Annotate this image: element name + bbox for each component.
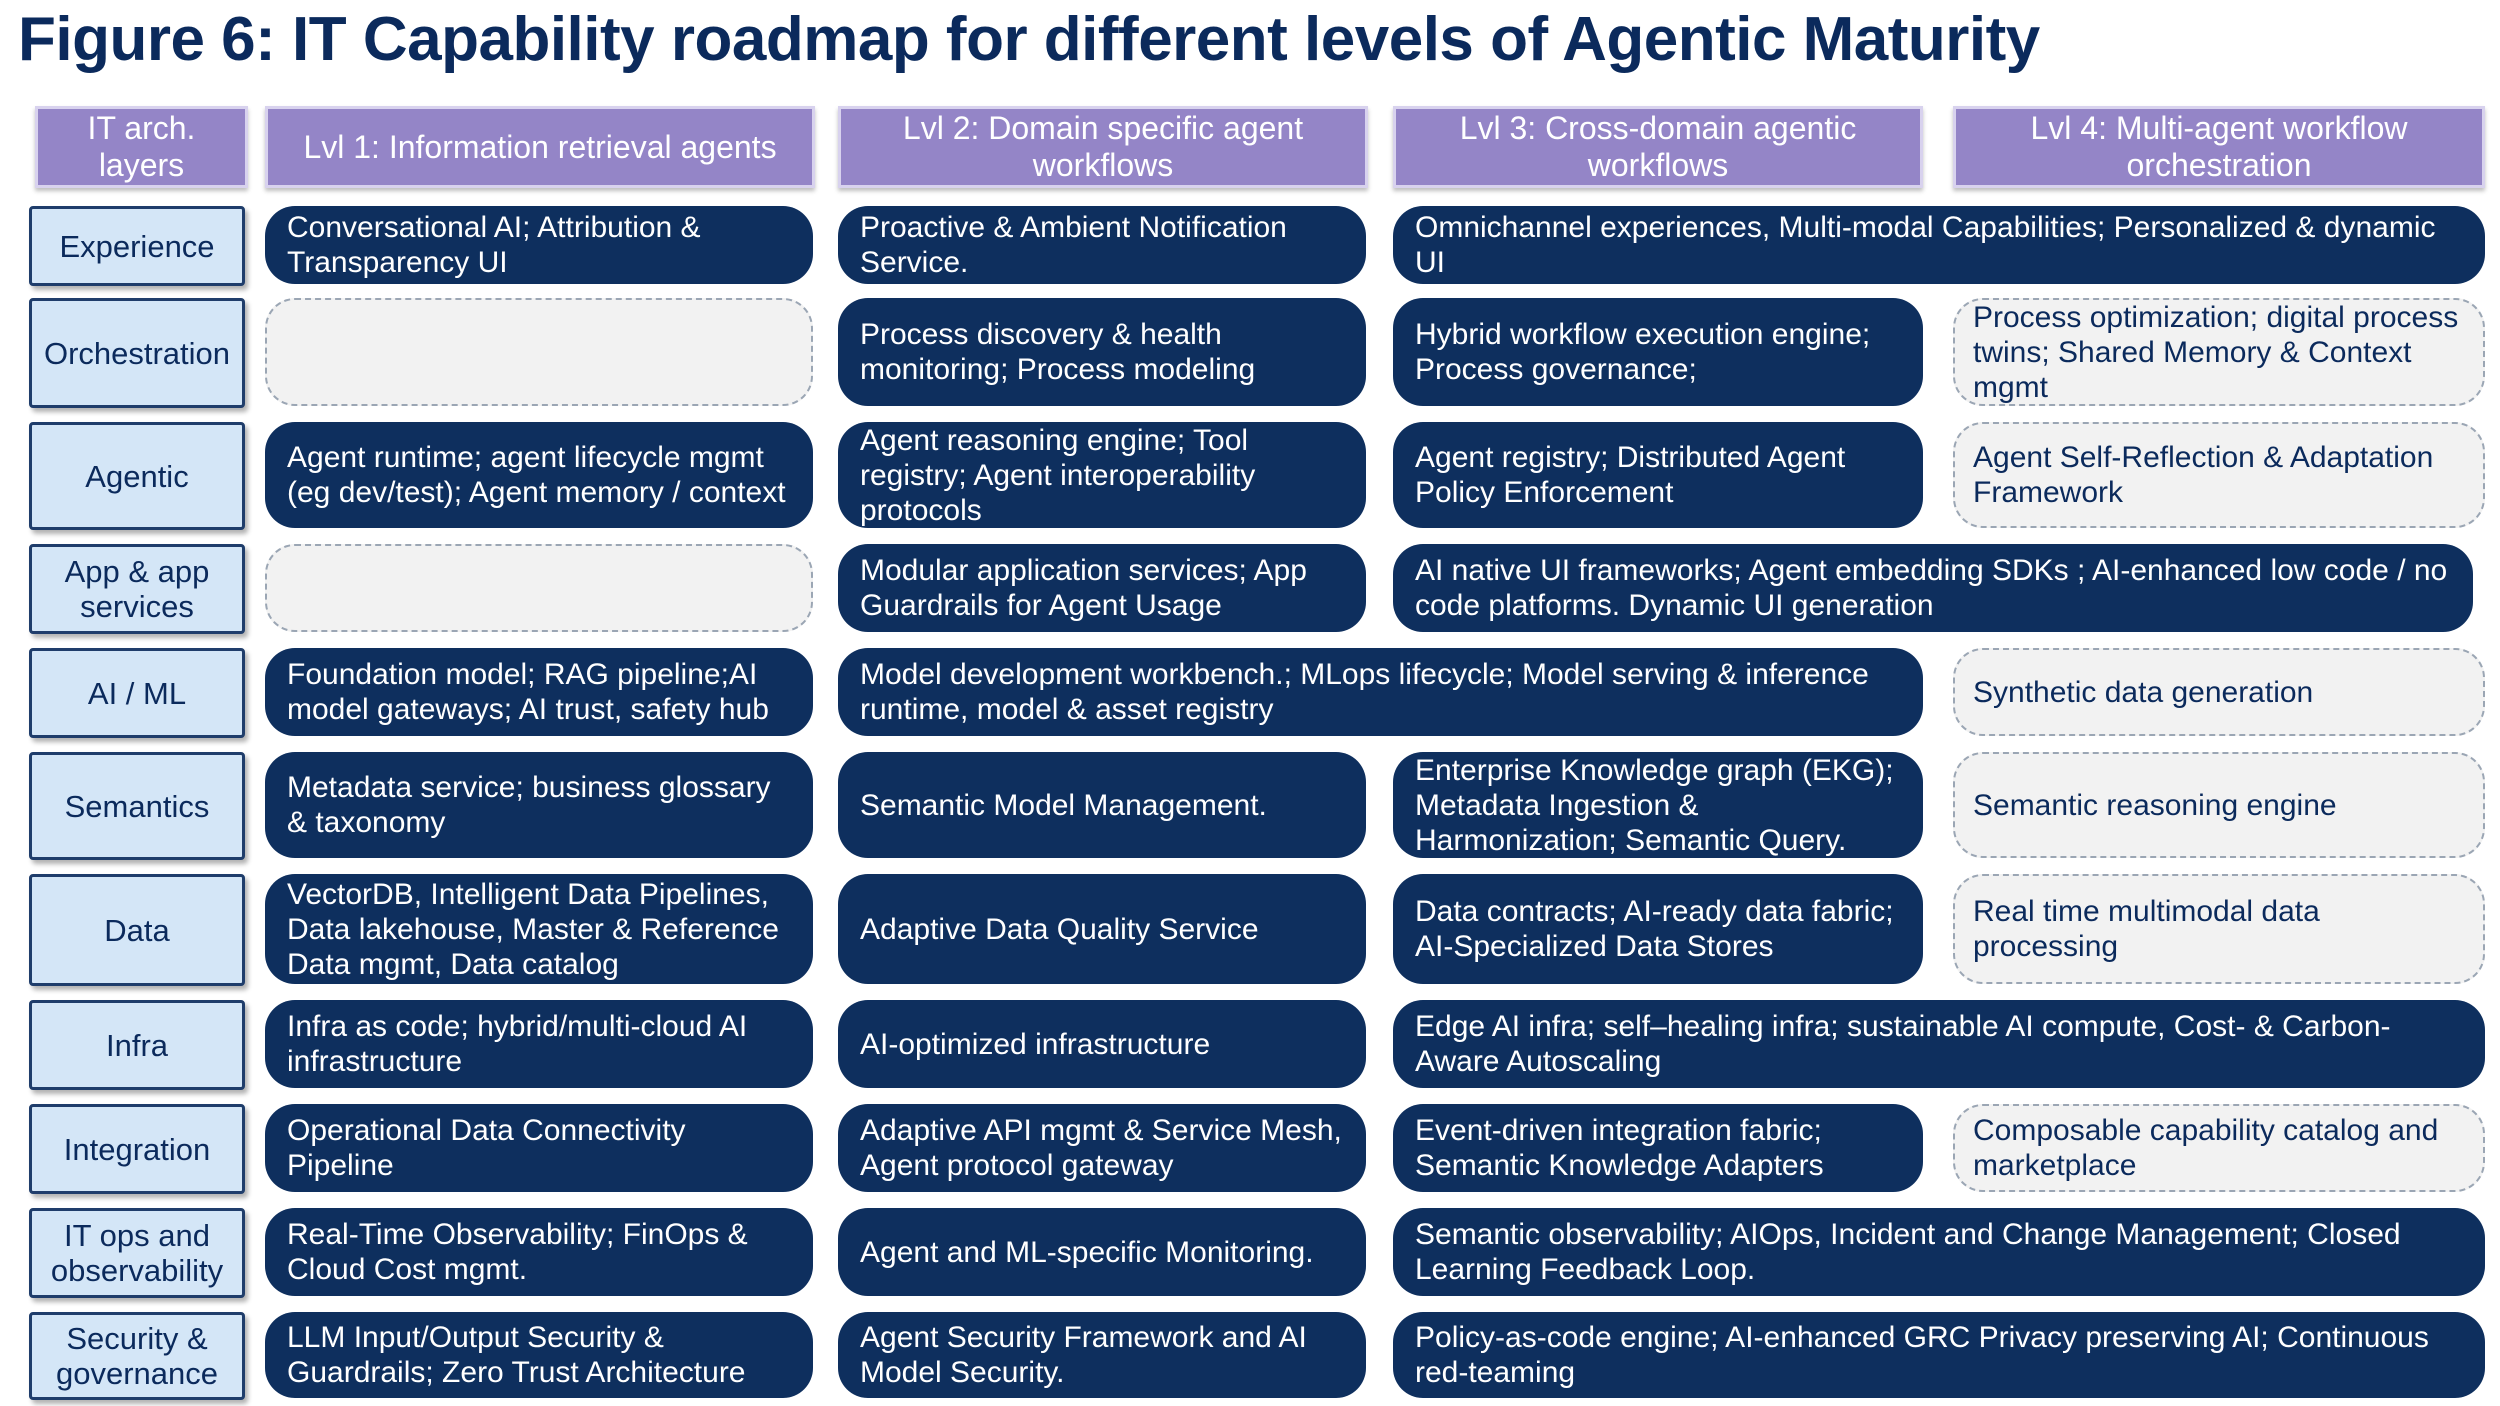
layer-integration	[29, 1104, 245, 1194]
semantics-lvl3	[1393, 752, 1923, 858]
header-lvl3-label: Lvl 3: Cross-domain agentic workflows	[1459, 110, 1857, 183]
semantics-lvl3-text: Enterprise Knowledge graph (EKG); Metadata Ingestion & Harmonization; Semantic Query.	[1415, 753, 1894, 857]
layer-infra-label: Infra	[105, 1027, 169, 1063]
agentic-lvl1-text: Agent runtime; agent lifecycle mgmt (eg dev/test); Agent memory / context	[287, 441, 786, 509]
integration-lvl4-text: Composable capability catalog and marketplace	[1973, 1114, 2439, 1182]
infra-lvl3-4	[1393, 1000, 2485, 1088]
security-lvl2	[838, 1312, 1366, 1398]
orchestration-lvl4-text: Process optimization; digital process twins; Shared Memory & Context mgmt	[1973, 300, 2459, 404]
orchestration-lvl1-empty	[265, 298, 813, 406]
integration-lvl3-text: Event-driven integration fabric; Semantic Knowledge Adapters	[1415, 1114, 1824, 1182]
aiml-lvl4-text: Synthetic data generation	[1973, 675, 2314, 709]
infra-lvl1	[265, 1000, 813, 1088]
layer-infra	[29, 1000, 245, 1090]
orchestration-lvl3-text: Hybrid workflow execution engine; Process governance;	[1415, 318, 1871, 386]
itops-lvl2	[838, 1208, 1366, 1296]
semantics-lvl1	[265, 752, 813, 858]
semantics-lvl2-text: Semantic Model Management.	[860, 788, 1267, 822]
integration-lvl4	[1953, 1104, 2485, 1192]
semantics-lvl4	[1953, 752, 2485, 858]
experience-lvl3-4-text: Omnichannel experiences, Multi-modal Capabilities; Personalized & dynamic UI	[1415, 211, 2436, 279]
layer-app-services	[29, 544, 245, 634]
orchestration-lvl3	[1393, 298, 1923, 406]
layer-app-services-label: App & app services	[64, 554, 210, 624]
layer-integration-label: Integration	[63, 1131, 211, 1167]
orchestration-lvl4	[1953, 298, 2485, 406]
security-lvl3-4-text: Policy-as-code engine; AI-enhanced GRC Privacy preserving AI; Continuous red-teaming	[1415, 1321, 2429, 1389]
page-title: Figure 6: IT Capability roadmap for different levels of Agentic Maturity	[18, 5, 2040, 74]
header-lvl2-label: Lvl 2: Domain specific agent workflows	[902, 110, 1304, 183]
integration-lvl1-text: Operational Data Connectivity Pipeline	[287, 1114, 686, 1182]
aiml-lvl4	[1953, 648, 2485, 736]
experience-lvl2	[838, 206, 1366, 284]
header-lvl1-label: Lvl 1: Information retrieval agents	[303, 128, 777, 165]
itops-lvl2-text: Agent and ML-specific Monitoring.	[860, 1235, 1314, 1269]
infra-lvl1-text: Infra as code; hybrid/multi-cloud AI infrastructure	[287, 1010, 748, 1078]
security-lvl2-text: Agent Security Framework and AI Model Security.	[860, 1321, 1307, 1389]
orchestration-lvl2-text: Process discovery & health monitoring; Process modeling	[860, 318, 1256, 386]
app-lvl3-4	[1393, 544, 2473, 632]
layer-experience	[29, 206, 245, 286]
integration-lvl2-text: Adaptive API mgmt & Service Mesh, Agent protocol gateway	[860, 1114, 1342, 1182]
app-lvl2-text: Modular application services; App Guardrails for Agent Usage	[860, 554, 1307, 622]
aiml-lvl1-text: Foundation model; RAG pipeline;AI model gateways; AI trust, safety hub	[287, 658, 769, 726]
integration-lvl1	[265, 1104, 813, 1192]
layer-orchestration-label: Orchestration	[43, 335, 231, 371]
layer-experience-label: Experience	[59, 228, 215, 264]
agentic-lvl3-text: Agent registry; Distributed Agent Policy Enforcement	[1415, 441, 1846, 509]
itops-lvl1-text: Real-Time Observability; FinOps & Cloud Cost mgmt.	[287, 1218, 748, 1286]
security-lvl1	[265, 1312, 813, 1398]
header-layers-label: IT arch. layers	[87, 110, 196, 183]
agentic-lvl4-text: Agent Self-Reflection & Adaptation Framework	[1973, 441, 2434, 509]
data-lvl2	[838, 874, 1366, 984]
data-lvl4-text: Real time multimodal data processing	[1973, 895, 2320, 963]
itops-lvl3-4	[1393, 1208, 2485, 1296]
semantics-lvl4-text: Semantic reasoning engine	[1973, 788, 2337, 822]
layer-it-ops	[29, 1208, 245, 1298]
layer-security	[29, 1312, 245, 1400]
header-lvl1	[265, 106, 815, 188]
app-lvl1-empty	[265, 544, 813, 632]
data-lvl3-text: Data contracts; AI-ready data fabric; AI-Specialized Data Stores	[1415, 895, 1894, 963]
agentic-lvl2	[838, 422, 1366, 528]
data-lvl2-text: Adaptive Data Quality Service	[860, 912, 1259, 946]
header-lvl3	[1393, 106, 1923, 188]
semantics-lvl2	[838, 752, 1366, 858]
infra-lvl2-text: AI-optimized infrastructure	[860, 1027, 1211, 1061]
data-lvl3	[1393, 874, 1923, 984]
agentic-lvl1	[265, 422, 813, 528]
integration-lvl2	[838, 1104, 1366, 1192]
agentic-lvl3	[1393, 422, 1923, 528]
layer-agentic	[29, 422, 245, 530]
header-lvl4	[1953, 106, 2485, 188]
infra-lvl2	[838, 1000, 1366, 1088]
app-lvl3-4-text: AI native UI frameworks; Agent embedding SDKs ; AI-enhanced low code / no code platforms. Dynamic UI generation	[1415, 554, 2448, 622]
layer-data	[29, 874, 245, 986]
security-lvl3-4	[1393, 1312, 2485, 1398]
orchestration-lvl2	[838, 298, 1366, 406]
aiml-lvl1	[265, 648, 813, 736]
header-layers	[35, 106, 248, 188]
app-lvl2	[838, 544, 1366, 632]
security-lvl1-text: LLM Input/Output Security & Guardrails; Zero Trust Architecture	[287, 1321, 746, 1389]
data-lvl1	[265, 874, 813, 984]
agentic-lvl4	[1953, 422, 2485, 528]
layer-semantics-label: Semantics	[64, 788, 210, 824]
layer-orchestration	[29, 298, 245, 408]
aiml-lvl2-3-text: Model development workbench.; MLops lifecycle; Model serving & inference runtime, model & asset registry	[860, 658, 1869, 726]
layer-semantics	[29, 752, 245, 860]
header-lvl2	[838, 106, 1368, 188]
itops-lvl3-4-text: Semantic observability; AIOps, Incident and Change Management; Closed Learning Feedback Loop.	[1415, 1218, 2401, 1286]
header-lvl4-label: Lvl 4: Multi-agent workflow orchestration	[2030, 110, 2408, 183]
experience-lvl1-text: Conversational AI; Attribution & Transparency UI	[287, 211, 701, 279]
semantics-lvl1-text: Metadata service; business glossary & taxonomy	[287, 771, 771, 839]
layer-agentic-label: Agentic	[85, 458, 189, 494]
experience-lvl3-4	[1393, 206, 2485, 284]
layer-security-label: Security & governance	[55, 1321, 218, 1391]
itops-lvl1	[265, 1208, 813, 1296]
experience-lvl2-text: Proactive & Ambient Notification Service.	[860, 211, 1287, 279]
layer-ai-ml-label: AI / ML	[87, 675, 187, 711]
infra-lvl3-4-text: Edge AI infra; self–healing infra; sustainable AI compute, Cost- & Carbon-Aware Autoscaling	[1415, 1010, 2391, 1078]
layer-ai-ml	[29, 648, 245, 738]
integration-lvl3	[1393, 1104, 1923, 1192]
experience-lvl1	[265, 206, 813, 284]
data-lvl1-text: VectorDB, Intelligent Data Pipelines, Data lakehouse, Master & Reference Data mgmt, Data catalog	[287, 877, 779, 981]
data-lvl4	[1953, 874, 2485, 984]
layer-it-ops-label: IT ops and observability	[50, 1218, 224, 1288]
layer-data-label: Data	[104, 912, 170, 948]
aiml-lvl2-3	[838, 648, 1923, 736]
agentic-lvl2-text: Agent reasoning engine; Tool registry; Agent interoperability protocols	[860, 423, 1256, 527]
